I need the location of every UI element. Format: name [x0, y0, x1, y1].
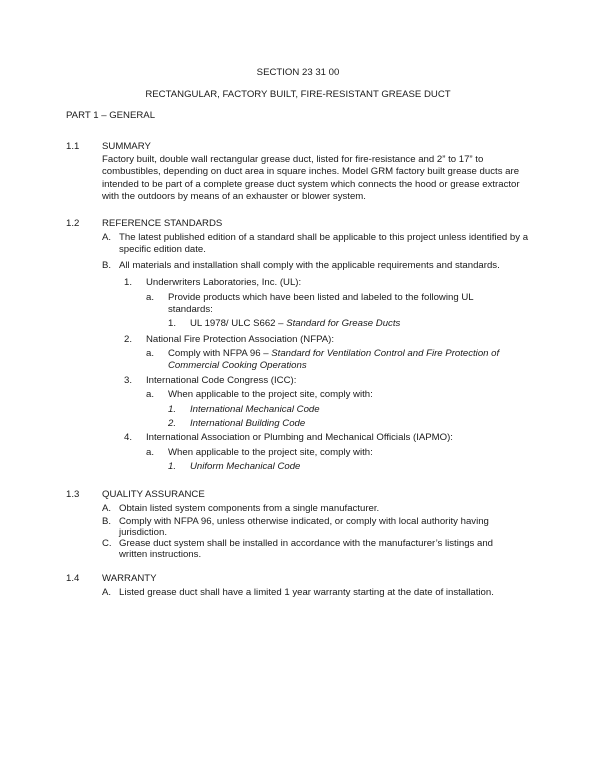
summary-number: 1.1 — [66, 141, 80, 152]
iapmo-sub1-text: Uniform Mechanical Code — [190, 461, 301, 472]
reference-b-text: All materials and installation shall comply with the applicable requirements and standards. — [119, 260, 500, 271]
summary-body: Factory built, double wall rectangular grease duct, listed for fire-resistance and 2” to 17” to combustibles, depending on duct area in square inches. Model GRM factory built grease ducts are intended to be part of a complete grease duct system which connects the hood or grease extractor with the outdoors by means of an exhauster or blower system. — [102, 154, 520, 203]
iapmo-sub1-number: 1. — [168, 461, 177, 472]
nfpa-a-letter: a. — [146, 348, 155, 359]
icc-sub1-text: International Mechanical Code — [190, 404, 320, 415]
nfpa-item-text: National Fire Protection Association (NFPA): — [146, 334, 335, 345]
icc-sub2-text: International Building Code — [190, 418, 306, 429]
iapmo-item-number: 4. — [124, 432, 133, 443]
reference-a-letter: A. — [102, 232, 112, 243]
ul-item-text: Underwriters Laboratories, Inc. (UL): — [146, 277, 302, 288]
warranty-a-letter: A. — [102, 587, 112, 598]
iapmo-item-text: International Association or Plumbing and Mechanical Officials (IAPMO): — [146, 432, 453, 443]
warranty-number: 1.4 — [66, 573, 80, 584]
reference-heading: REFERENCE STANDARDS — [102, 218, 223, 229]
part-heading: PART 1 – GENERAL — [66, 110, 156, 121]
warranty-heading: WARRANTY — [102, 573, 157, 584]
summary-heading: SUMMARY — [102, 141, 151, 152]
quality-b-letter: B. — [102, 516, 112, 527]
icc-item-number: 3. — [124, 375, 133, 386]
iapmo-a-letter: a. — [146, 447, 155, 458]
ul-a-letter: a. — [146, 292, 155, 303]
ul-standard-title: Standard for Grease Ducts — [286, 318, 401, 329]
quality-c-letter: C. — [102, 538, 112, 549]
icc-sub2-number: 2. — [168, 418, 177, 429]
reference-a-text: The latest published edition of a standard shall be applicable to this project unless identified by a specific edition date. — [119, 232, 529, 256]
ul-a-text: Provide products which have been listed and labeled to the following UL standards: — [168, 292, 474, 316]
ul-sub-number: 1. — [168, 318, 177, 329]
nfpa-a-line2: Commercial Cooking Operations — [168, 360, 307, 371]
quality-a-text: Obtain listed system components from a single manufacturer. — [119, 503, 380, 514]
quality-heading: QUALITY ASSURANCE — [102, 489, 205, 500]
reference-number: 1.2 — [66, 218, 80, 229]
quality-number: 1.3 — [66, 489, 80, 500]
nfpa-a-line1: Comply with NFPA 96 – Standard for Ventilation Control and Fire Protection of — [168, 348, 500, 359]
section-number: SECTION 23 31 00 — [256, 67, 340, 78]
nfpa-item-number: 2. — [124, 334, 133, 345]
icc-a-letter: a. — [146, 389, 155, 400]
icc-a-text: When applicable to the project site, comply with: — [168, 389, 373, 400]
icc-item-text: International Code Congress (ICC): — [146, 375, 297, 386]
document-title: RECTANGULAR, FACTORY BUILT, FIRE-RESISTANT GREASE DUCT — [145, 89, 451, 100]
reference-b-letter: B. — [102, 260, 112, 271]
quality-c-text: Grease duct system shall be installed in accordance with the manufacturer’s listings and written instructions. — [119, 538, 493, 561]
ul-item-number: 1. — [124, 277, 133, 288]
warranty-a-text: Listed grease duct shall have a limited 1 year warranty starting at the date of installation. — [119, 587, 494, 598]
icc-sub1-number: 1. — [168, 404, 177, 415]
quality-b-text: Comply with NFPA 96, unless otherwise indicated, or comply with local authority having jurisdiction. — [119, 516, 489, 539]
ul-standard: UL 1978/ ULC S662 – Standard for Grease Ducts — [190, 318, 401, 329]
quality-a-letter: A. — [102, 503, 112, 514]
iapmo-a-text: When applicable to the project site, comply with: — [168, 447, 373, 458]
